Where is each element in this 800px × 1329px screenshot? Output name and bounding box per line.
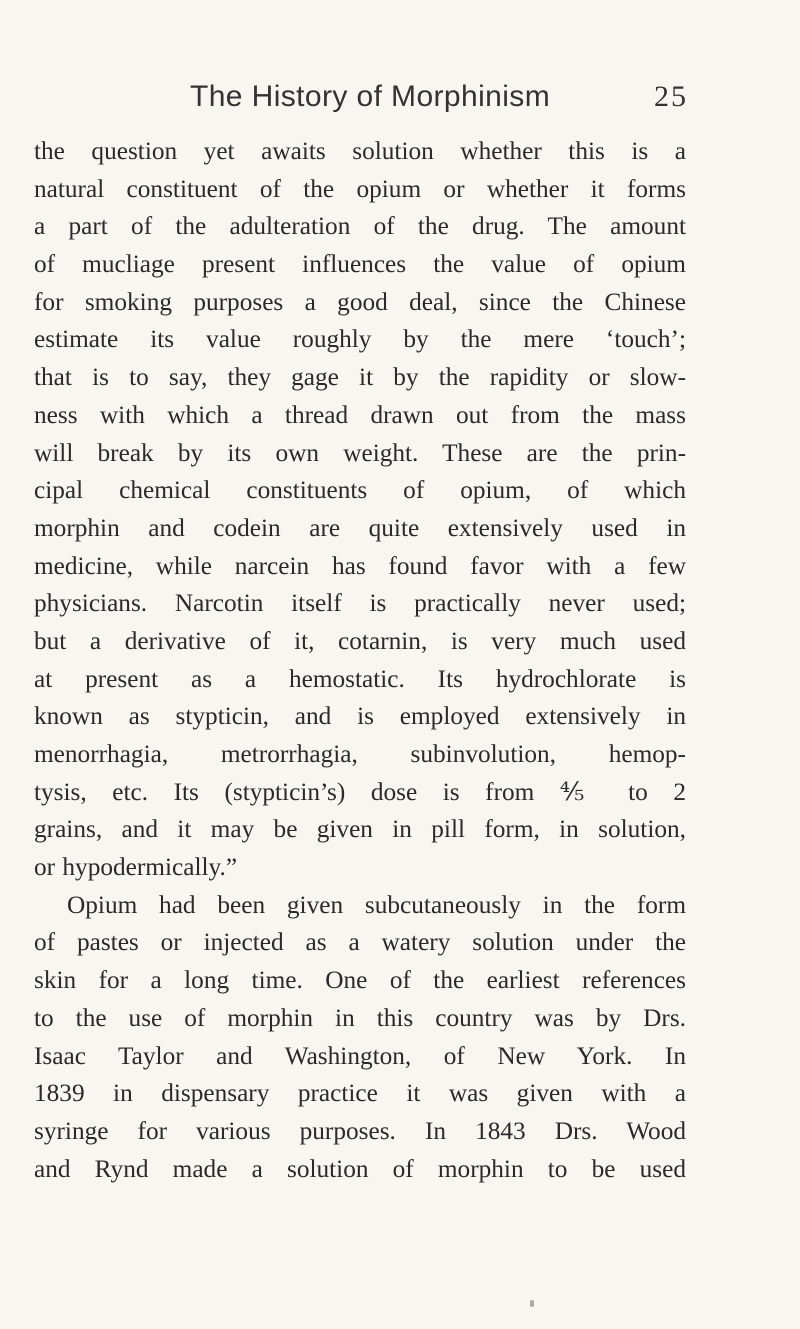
text-line: tysis, etc. Its (stypticin’s) dose is from ⅘ to 2 — [34, 777, 686, 806]
running-title: The History of Morphinism — [190, 80, 551, 113]
text-line: will break by its own weight. These are the prin- — [34, 438, 686, 467]
text-line: of pastes or injected as a watery solution under the — [34, 928, 686, 957]
text-line: of mucliage present influences the value of opium — [34, 250, 686, 279]
text-line: a part of the adulteration of the drug. The amount — [34, 212, 686, 241]
text-line: at present as a hemostatic. Its hydrochlorate is — [34, 664, 686, 693]
text-line: to the use of morphin in this country was by Drs. — [34, 1003, 686, 1032]
text-line: syringe for various purposes. In 1843 Drs. Wood — [34, 1116, 686, 1145]
text-line: morphin and codein are quite extensively used in — [34, 513, 686, 542]
text-line: that is to say, they gage it by the rapidity or slow- — [34, 363, 686, 392]
text-line: grains, and it may be given in pill form, in solution, — [34, 815, 686, 844]
body-text — [34, 133, 686, 1188]
text-line: known as stypticin, and is employed extensively in — [34, 702, 686, 731]
paragraph-first-line: Opium had been given subcutaneously in the form — [67, 890, 686, 919]
text-line: physicians. Narcotin itself is practically never used; — [34, 589, 686, 618]
print-speck — [530, 1300, 534, 1307]
text-line: estimate its value roughly by the mere ‘touch’; — [34, 325, 686, 354]
text-line: and Rynd made a solution of morphin to be used — [34, 1154, 686, 1183]
text-line: skin for a long time. One of the earliest references — [34, 966, 686, 995]
text-line: for smoking purposes a good deal, since the Chinese — [34, 287, 686, 316]
text-line: menorrhagia, metrorrhagia, subinvolution, hemop- — [34, 740, 686, 768]
text-line: Isaac Taylor and Washington, of New York. In — [34, 1041, 686, 1070]
text-line: medicine, while narcein has found favor with a few — [34, 551, 686, 580]
text-line: or hypodermically.” — [34, 853, 238, 882]
text-line: the question yet awaits solution whether this is a — [34, 137, 686, 165]
text-line: but a derivative of it, cotarnin, is very much used — [34, 626, 686, 655]
text-line: natural constituent of the opium or whether it forms — [34, 174, 686, 203]
text-line: ness with which a thread drawn out from the mass — [34, 400, 686, 429]
running-head — [160, 80, 688, 124]
page-number: 25 — [654, 80, 688, 113]
text-line: cipal chemical constituents of opium, of which — [34, 476, 686, 505]
text-line: 1839 in dispensary practice it was given with a — [34, 1079, 686, 1108]
